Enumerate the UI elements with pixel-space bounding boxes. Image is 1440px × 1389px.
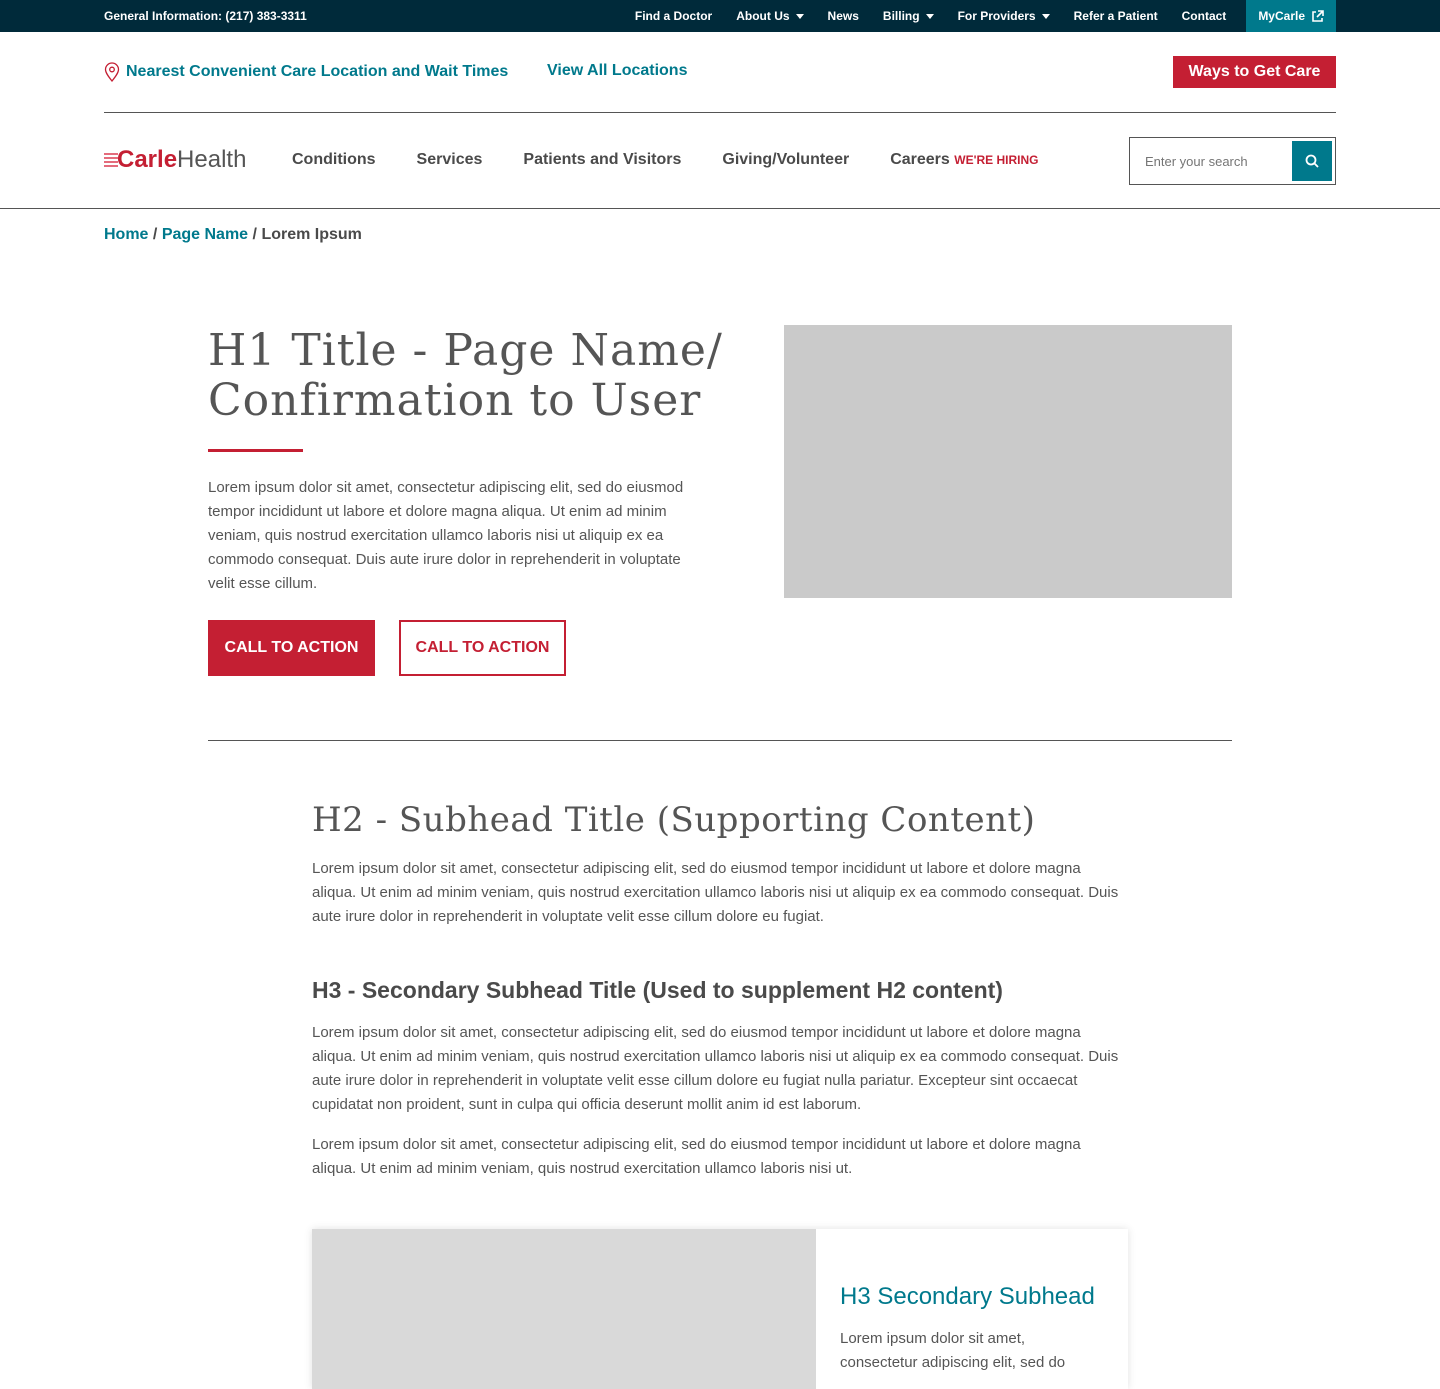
external-link-icon <box>1311 10 1324 23</box>
hero-body: Lorem ipsum dolor sit amet, consectetur adipiscing elit, sed do eiusmod tempor incididunt ut labore et dolore magna aliqua. Ut enim ad minim veniam, quis nostrud exercitation ullamco laboris nisi ut aliquip ex ea commodo consequat. Duis aute irure dolor in reprehenderit in voluptate velit esse cillum. <box>208 479 684 592</box>
breadcrumb-separator: / <box>152 226 158 243</box>
breadcrumb-home[interactable]: Home <box>104 226 149 243</box>
logo-suffix: Health <box>177 146 247 173</box>
top-link-about-us[interactable] <box>736 0 803 32</box>
mycarle-link[interactable] <box>1246 0 1336 32</box>
top-link-for-providers[interactable] <box>958 0 1050 32</box>
feature-card <box>312 1229 1128 1389</box>
view-all-locations-link[interactable]: View All Locations <box>547 62 688 79</box>
section-paragraph: Lorem ipsum dolor sit amet, consectetur adipiscing elit, sed do eiusmod tempor incididunt ut labore et dolore magna aliqua. Ut enim ad minim veniam, quis nostrud exercitation ullamco laboris nisi ut. <box>312 1136 1081 1177</box>
hero-image-placeholder <box>784 325 1232 598</box>
card-title: H3 Secondary Subhead <box>840 1283 1095 1310</box>
top-nav <box>611 0 1336 32</box>
main-nav <box>292 151 1038 169</box>
title-line: Confirmation to User <box>208 375 702 426</box>
top-link-refer-patient[interactable] <box>1074 0 1158 32</box>
nav-divider <box>0 208 1440 209</box>
nav-careers[interactable] <box>890 151 1038 169</box>
utility-top-bar <box>0 0 1440 32</box>
cta-primary-button[interactable]: CALL TO ACTION <box>208 620 375 676</box>
logo-stripes-icon <box>104 151 118 169</box>
link-label: For Providers <box>957 9 1036 23</box>
title-accent-rule <box>208 449 303 452</box>
caret-down-icon <box>1042 14 1050 19</box>
nav-conditions[interactable]: Conditions <box>292 151 376 168</box>
nav-patients-visitors[interactable]: Patients and Visitors <box>523 151 682 168</box>
carle-health-logo[interactable] <box>104 146 246 174</box>
logo-brand: Carle <box>117 146 178 173</box>
link-label: Contact <box>1181 9 1227 23</box>
link-label: News <box>827 9 859 23</box>
nav-services[interactable]: Services <box>416 151 483 168</box>
link-label: MyCarle <box>1258 9 1305 23</box>
section-paragraph: Lorem ipsum dolor sit amet, consectetur adipiscing elit, sed do eiusmod tempor incididunt ut labore et dolore magna aliqua. Ut enim ad minim veniam, quis nostrud exercitation ullamco laboris nisi ut aliquip ex ea commodo consequat. Duis aute irure dolor in reprehenderit in voluptate velit esse cillum dolore eu fugiat. <box>312 860 1119 925</box>
nav-label: Careers <box>890 151 950 168</box>
header-divider <box>104 112 1336 113</box>
section-divider <box>208 740 1232 741</box>
breadcrumb-page[interactable]: Page Name <box>161 226 249 243</box>
general-info-phone: General Information: (217) 383-3311 <box>104 9 307 23</box>
breadcrumb <box>104 226 362 244</box>
link-label: Nearest Convenient Care Location and Wait Times <box>126 63 509 80</box>
map-pin-icon <box>104 62 120 82</box>
search-input[interactable] <box>1130 154 1292 169</box>
card-body: Lorem ipsum dolor sit amet, consectetur adipiscing elit, sed do <box>840 1330 1066 1371</box>
link-label: Billing <box>882 9 920 23</box>
top-link-news[interactable] <box>828 0 859 32</box>
breadcrumb-current: Lorem Ipsum <box>261 226 362 243</box>
nav-giving-volunteer[interactable]: Giving/Volunteer <box>722 151 850 168</box>
search-box <box>1129 137 1336 185</box>
title-line: H1 Title - Page Name/ <box>208 325 723 376</box>
search-icon <box>1305 154 1319 168</box>
link-label: Refer a Patient <box>1073 9 1158 23</box>
section-paragraph: Lorem ipsum dolor sit amet, consectetur adipiscing elit, sed do eiusmod tempor incididunt ut labore et dolore magna aliqua. Ut enim ad minim veniam, quis nostrud exercitation ullamco laboris nisi ut aliquip ex ea commodo consequat. Duis aute irure dolor in reprehenderit in voluptate velit esse cillum dolore eu fugiat nulla pariatur. Excepteur sint occaecat cupidatat non proident, sunt in culpa qui officia deserunt mollit anim id est laborum. <box>312 1024 1119 1113</box>
link-label: About Us <box>736 9 790 23</box>
search-button[interactable] <box>1292 141 1332 181</box>
caret-down-icon <box>926 14 934 19</box>
ways-to-get-care-button[interactable]: Ways to Get Care <box>1173 56 1336 88</box>
link-label: Find a Doctor <box>634 9 713 23</box>
cta-secondary-button[interactable]: CALL TO ACTION <box>399 620 566 676</box>
nearest-location-link[interactable] <box>104 62 508 82</box>
secondary-subhead: H3 - Secondary Subhead Title (Used to supplement H2 content) <box>312 977 1003 1003</box>
hiring-badge: WE'RE HIRING <box>954 153 1039 167</box>
caret-down-icon <box>796 14 804 19</box>
section-subhead: H2 - Subhead Title (Supporting Content) <box>312 800 1036 840</box>
top-link-contact[interactable] <box>1182 0 1227 32</box>
card-image-placeholder <box>312 1229 816 1389</box>
top-link-find-doctor[interactable] <box>635 0 712 32</box>
breadcrumb-separator: / <box>252 226 257 243</box>
top-link-billing[interactable] <box>883 0 934 32</box>
page-title <box>208 326 723 426</box>
